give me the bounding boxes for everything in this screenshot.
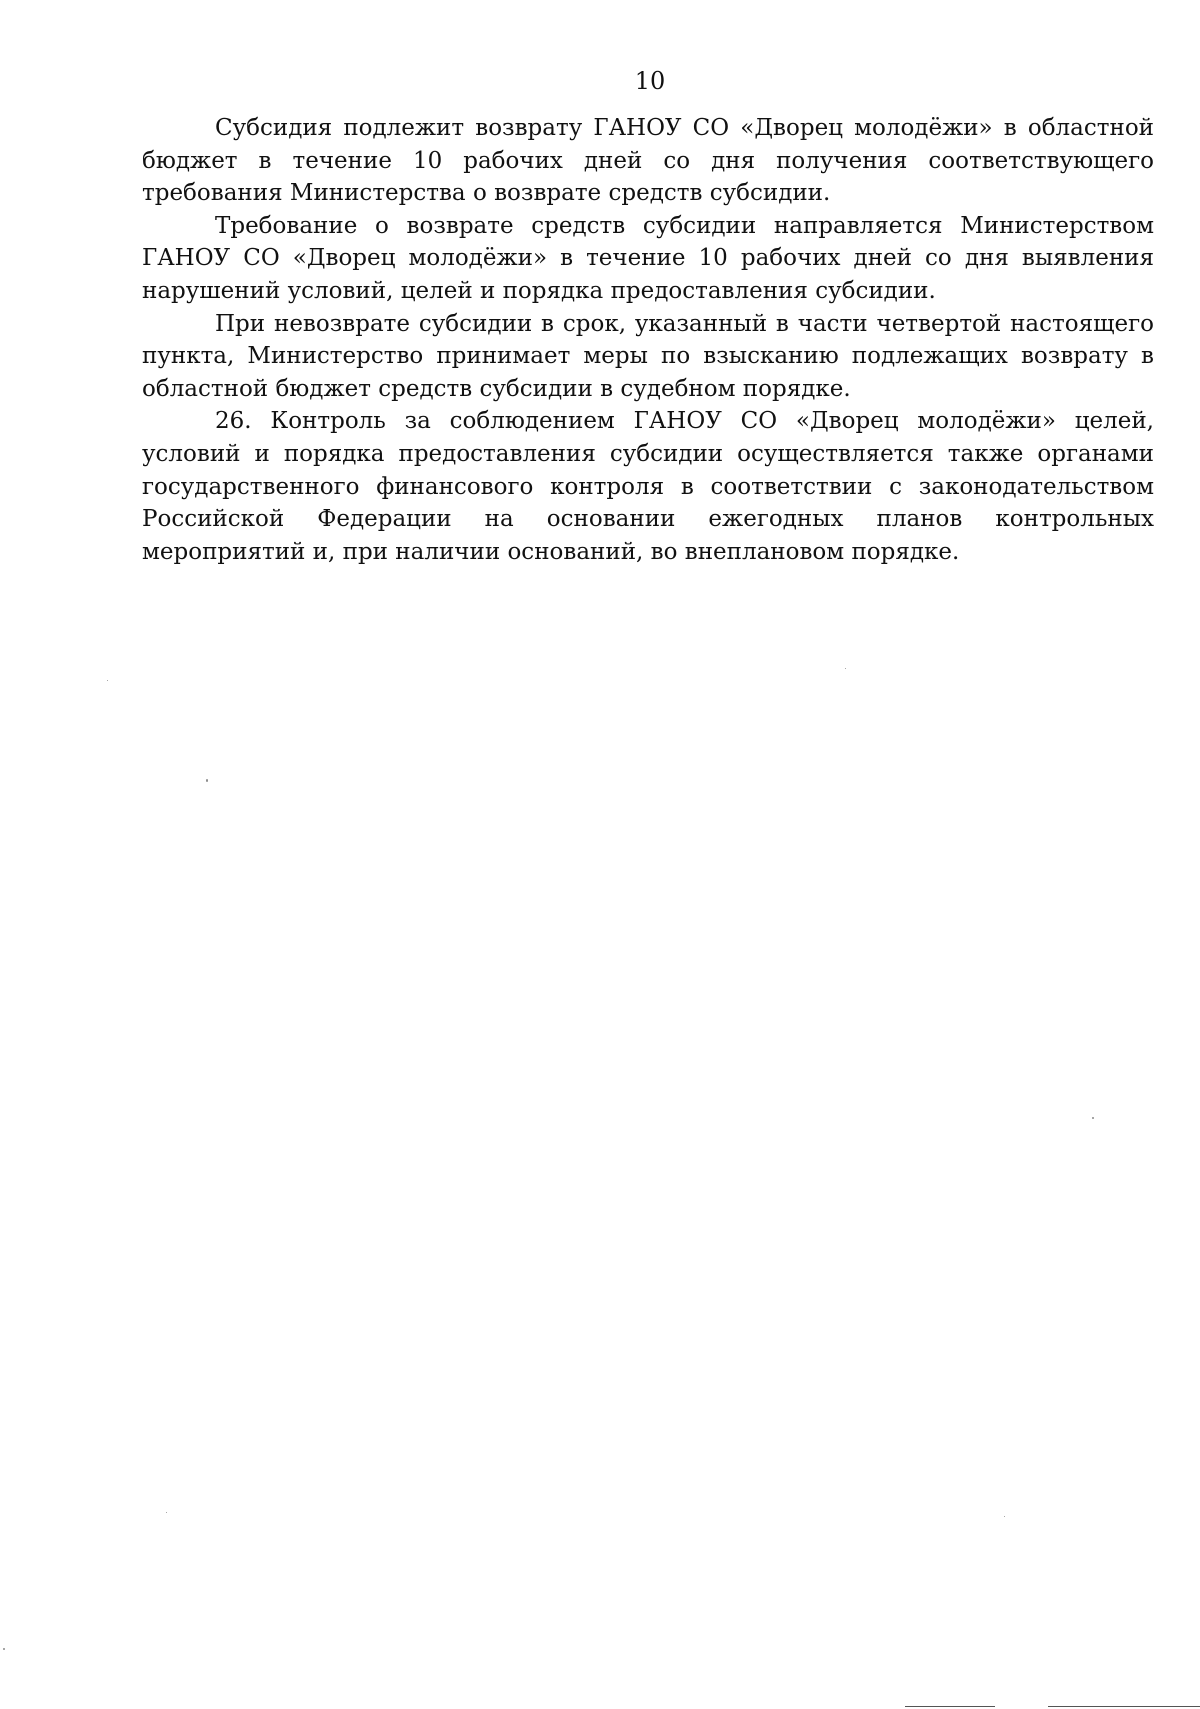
page-number: 10 [634,67,666,95]
paragraph-return-demand: Требование о возврате средств субсидии направляется Министерством ГАНОУ СО «Дворец молодёжи» в течение 10 рабочих дней со дня выявления нарушений условий, целей и порядка предоставления субсидии. [142,212,1154,304]
scan-speck [206,779,208,782]
scan-speck [107,680,108,681]
scan-speck [1092,1117,1094,1119]
scan-speck [166,1512,167,1513]
document-body [142,112,1154,568]
bottom-edge-line [1048,1706,1200,1707]
scan-speck [3,1648,5,1650]
paragraph-subsidy-return: Субсидия подлежит возврату ГАНОУ СО «Дворец молодёжи» в областной бюджет в течение 10 рабочих дней со дня получения соответствующего требования Министерства о возврате средств субсидии. [142,115,1154,207]
bottom-edge-line [905,1706,995,1707]
scan-speck [1004,1516,1005,1517]
paragraph-non-return-measures: При невозврате субсидии в срок, указанный в части четвертой настоящего пункта, Министерство принимает меры по взысканию подлежащих возврату в областной бюджет средств субсидии в судебном порядке. [142,310,1154,402]
paragraph-item-26-control: 26. Контроль за соблюдением ГАНОУ СО «Дворец молодёжи» целей, условий и порядка предоставления субсидии осуществляется также органами государственного финансового контроля в соответствии с законодательством Российской Федерации на основании ежегодных планов контрольных мероприятий и, при наличии оснований, во внеплановом порядке. [142,408,1154,565]
scan-speck [845,668,846,669]
